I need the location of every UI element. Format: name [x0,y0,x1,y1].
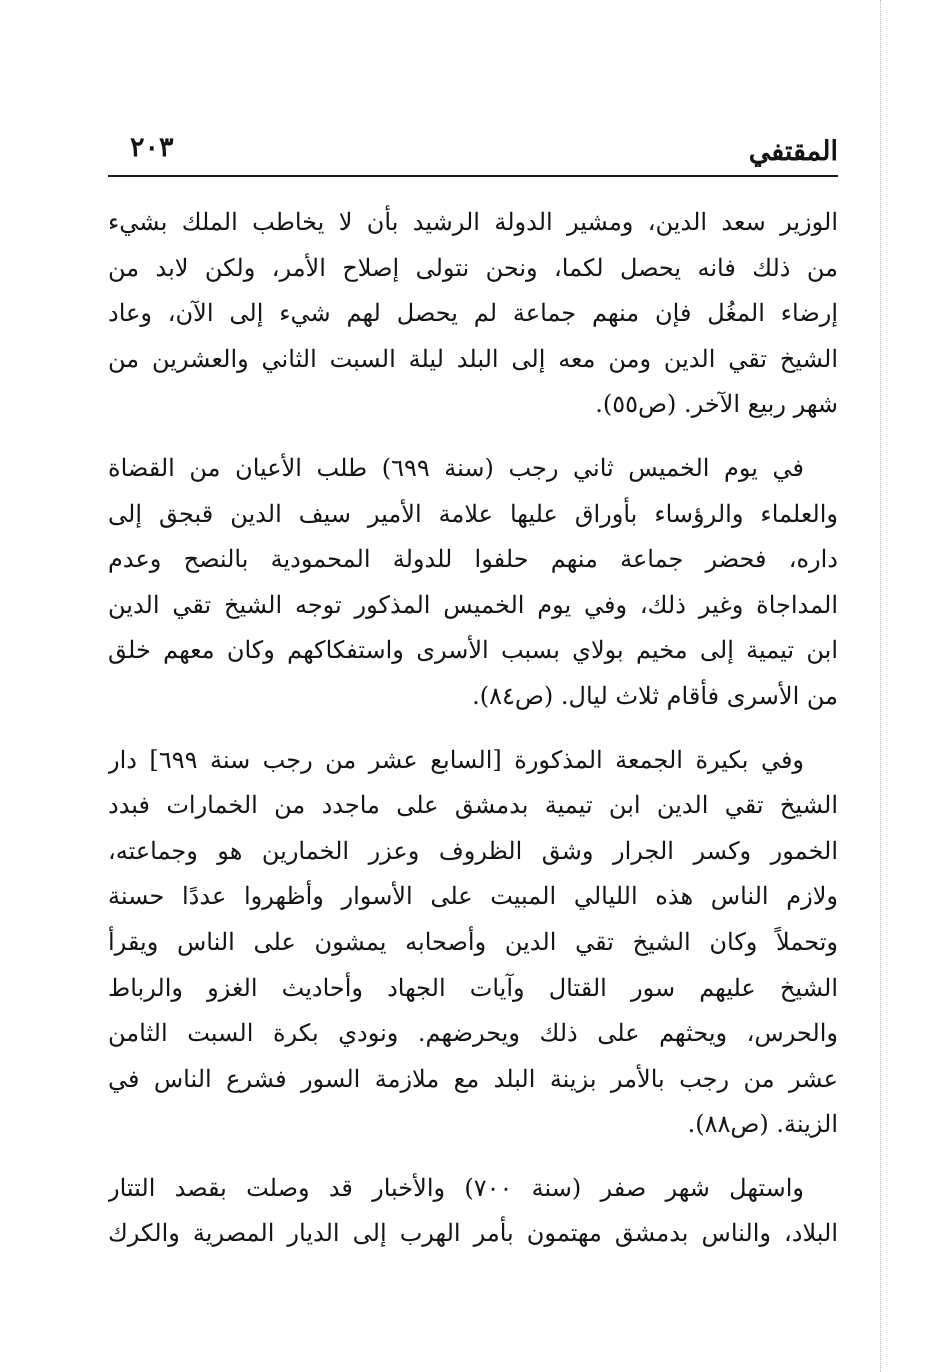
text-line: في يوم الخميس ثاني رجب (سنة ٦٩٩) طلب الأعيان من القضاة [108,453,805,482]
text-line: الشيخ تقي الدين ومن معه إلى البلد ليلة السبت الثاني والعشرين من [108,344,838,373]
paragraph-1 [108,200,838,428]
paragraph-3 [108,738,838,1148]
text-line: الزينة. (ص٨٨). [687,1110,838,1139]
text-line: من ذلك فانه يحصل لكما، ونحن نتولى إصلاح الأمر، ولكن لابد من [108,253,838,282]
body-text [108,200,838,1275]
text-line: والحرس، ويحثهم على ذلك ويحرضهم. ونودي بكرة السبت الثامن [108,1019,838,1048]
text-line: من الأسرى فأقام ثلاث ليال. (ص٨٤). [472,681,838,710]
text-line: البلاد، والناس بدمشق مهتمون بأمر الهرب إلى الديار المصرية والكرك [108,1219,838,1248]
text-line: ابن تيمية إلى مخيم بولاي بسبب الأسرى واستفكاكهم وكان معهم خلق [108,636,838,665]
paragraph-2 [108,446,838,720]
text-line: إرضاء المغُل فإن منهم جماعة لم يحصل لهم شيء إلى الآن، وعاد [108,299,838,328]
text-line: شهر ربيع الآخر. (ص٥٥). [595,390,838,419]
scan-edge-line [880,0,881,1372]
text-line: وفي بكيرة الجمعة المذكورة [السابع عشر من رجب سنة ٦٩٩] دار [108,745,805,774]
page-number: ٢٠٣ [130,132,174,163]
page-header [108,128,838,176]
paragraph-4 [108,1166,838,1257]
text-line: وتحملاً وكان الشيخ تقي الدين وأصحابه يمشون على الناس ويقرأ [108,927,838,956]
text-line: واستهل شهر صفر (سنة ٧٠٠) والأخبار قد وصلت بقصد التتار [108,1173,804,1202]
text-line: الشيخ عليهم سور القتال وآيات الجهاد وأحاديث الغزو والرباط [108,973,838,1002]
text-line: الوزير سعد الدين، ومشير الدولة الرشيد بأن لا يخاطب الملك بشيء [108,208,838,236]
text-line: الشيخ تقي الدين ابن تيمية بدمشق على ماجدد من الخمارات فبدد [108,791,838,820]
text-line: ولازم الناس هذه الليالي المبيت على الأسوار وأظهروا عددًا حسنة [108,882,838,911]
header-rule [108,175,838,177]
text-line: داره، فحضر جماعة منهم حلفوا للدولة المحمودية بالنصح وعدم [108,545,838,574]
text-line: والعلماء والرؤساء بأوراق عليها علامة الأمير سيف الدين قبجق إلى [108,499,838,528]
text-line: المداجاة وغير ذلك، وفي يوم الخميس المذكور توجه الشيخ تقي الدين [108,590,838,619]
text-line: عشر من رجب بالأمر بزينة البلد مع ملازمة السور فشرع الناس في [108,1064,838,1093]
running-title: المقتفي [748,136,838,167]
text-line: الخمور وكسر الجرار وشق الظروف وعزر الخمارين هو وجماعته، [108,836,838,865]
